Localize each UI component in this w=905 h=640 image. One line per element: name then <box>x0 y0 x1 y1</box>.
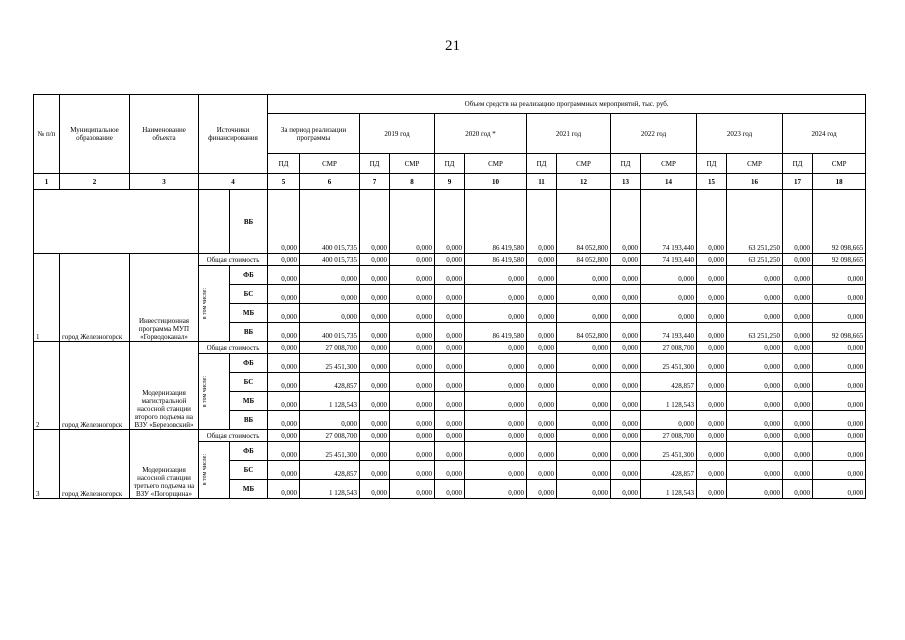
column-index: 12 <box>557 174 611 190</box>
source-label: БС <box>230 285 268 304</box>
value-cell: 0,000 <box>527 392 557 411</box>
value-cell: 0,000 <box>611 411 641 430</box>
value-cell: 0,000 <box>697 480 727 499</box>
value-cell: 1 128,543 <box>641 480 697 499</box>
value-cell: 0,000 <box>390 480 435 499</box>
value-cell: 0,000 <box>465 266 527 285</box>
value-cell: 0,000 <box>268 285 300 304</box>
value-cell: 0,000 <box>813 285 866 304</box>
smr-header: СМР <box>641 154 697 174</box>
value-cell: 0,000 <box>360 430 390 442</box>
value-cell: 0,000 <box>435 304 465 323</box>
value-cell: 0,000 <box>697 373 727 392</box>
value-cell: 0,000 <box>641 285 697 304</box>
source-label: ФБ <box>230 442 268 461</box>
value-cell: 0,000 <box>611 461 641 480</box>
value-cell: 0,000 <box>557 442 611 461</box>
value-cell: 74 193,440 <box>641 254 697 266</box>
value-cell: 0,000 <box>557 266 611 285</box>
col-funds-header: Объем средств на реализацию программных мероприятий, тыс. руб. <box>268 95 866 114</box>
value-cell: 1 128,543 <box>300 480 360 499</box>
value-cell: 0,000 <box>813 373 866 392</box>
value-cell: 0,000 <box>300 266 360 285</box>
column-index: 13 <box>611 174 641 190</box>
value-cell: 0,000 <box>527 323 557 342</box>
value-cell: 0,000 <box>813 342 866 354</box>
value-cell: 0,000 <box>300 285 360 304</box>
value-cell: 0,000 <box>697 323 727 342</box>
source-label: ФБ <box>230 354 268 373</box>
value-cell: 0,000 <box>390 461 435 480</box>
value-cell: 27 008,700 <box>300 342 360 354</box>
value-cell: 86 419,580 <box>465 323 527 342</box>
value-cell: 0,000 <box>697 342 727 354</box>
value-cell: 27 008,700 <box>641 342 697 354</box>
value-cell: 0,000 <box>360 480 390 499</box>
value-cell: 0,000 <box>527 480 557 499</box>
value-cell: 0,000 <box>611 392 641 411</box>
value-cell: 0,000 <box>360 373 390 392</box>
in-that-label-cell <box>199 442 230 499</box>
value-cell: 0,000 <box>435 285 465 304</box>
value-cell: 0,000 <box>611 373 641 392</box>
object-name: Инвестиционная программа МУП «Горводоканал» <box>130 254 199 342</box>
column-index: 15 <box>697 174 727 190</box>
value-cell: 0,000 <box>557 430 611 442</box>
value-cell: 84 052,800 <box>557 190 611 254</box>
value-cell: 0,000 <box>527 254 557 266</box>
value-cell: 0,000 <box>557 392 611 411</box>
value-cell: 0,000 <box>390 323 435 342</box>
pd-header: ПД <box>697 154 727 174</box>
row-number: 1 <box>34 254 60 342</box>
value-cell: 0,000 <box>813 392 866 411</box>
value-cell: 0,000 <box>465 442 527 461</box>
period-header: 2021 год <box>527 114 611 154</box>
smr-header: СМР <box>465 154 527 174</box>
source-label: ВБ <box>230 411 268 430</box>
value-cell: 0,000 <box>268 392 300 411</box>
smr-header: СМР <box>727 154 783 174</box>
value-cell: 0,000 <box>390 373 435 392</box>
row-number: 2 <box>34 342 60 430</box>
value-cell: 25 451,300 <box>641 442 697 461</box>
column-index: 2 <box>60 174 130 190</box>
value-cell: 1 128,543 <box>641 392 697 411</box>
smr-header: СМР <box>300 154 360 174</box>
value-cell: 0,000 <box>727 354 783 373</box>
value-cell: 84 052,800 <box>557 254 611 266</box>
value-cell: 0,000 <box>611 285 641 304</box>
value-cell: 0,000 <box>697 266 727 285</box>
value-cell: 0,000 <box>727 285 783 304</box>
value-cell: 0,000 <box>268 442 300 461</box>
value-cell: 0,000 <box>465 461 527 480</box>
value-cell: 0,000 <box>360 323 390 342</box>
total-cost-label: Общая стоимость <box>199 254 268 266</box>
value-cell: 0,000 <box>727 461 783 480</box>
pd-header: ПД <box>527 154 557 174</box>
value-cell: 0,000 <box>783 254 813 266</box>
value-cell: 0,000 <box>611 480 641 499</box>
period-header: 2023 год <box>697 114 783 154</box>
period-header: 2019 год <box>360 114 435 154</box>
value-cell: 63 251,250 <box>727 323 783 342</box>
value-cell: 92 098,665 <box>813 254 866 266</box>
column-index: 4 <box>199 174 268 190</box>
value-cell: 0,000 <box>360 442 390 461</box>
value-cell: 0,000 <box>783 411 813 430</box>
municipality-name: город Железногорск <box>60 342 130 430</box>
financing-table <box>33 94 866 499</box>
source-label: БС <box>230 461 268 480</box>
value-cell: 0,000 <box>813 480 866 499</box>
value-cell: 0,000 <box>268 190 300 254</box>
source-label: ФБ <box>230 266 268 285</box>
value-cell: 0,000 <box>435 342 465 354</box>
municipality-name: город Железногорск <box>60 430 130 499</box>
period-header: 2020 год * <box>435 114 527 154</box>
period-header: 2024 год <box>783 114 866 154</box>
value-cell: 0,000 <box>268 461 300 480</box>
source-label: БС <box>230 373 268 392</box>
value-cell: 0,000 <box>527 304 557 323</box>
value-cell: 0,000 <box>783 285 813 304</box>
value-cell: 92 098,665 <box>813 190 866 254</box>
value-cell: 0,000 <box>268 254 300 266</box>
page-number: 21 <box>445 38 460 54</box>
value-cell: 25 451,300 <box>300 354 360 373</box>
value-cell: 0,000 <box>390 392 435 411</box>
value-cell: 63 251,250 <box>727 254 783 266</box>
table-row <box>34 430 866 442</box>
value-cell: 0,000 <box>465 480 527 499</box>
value-cell: 0,000 <box>697 304 727 323</box>
value-cell: 0,000 <box>390 190 435 254</box>
total-cost-label: Общая стоимость <box>199 430 268 442</box>
value-cell: 0,000 <box>435 411 465 430</box>
value-cell: 0,000 <box>557 411 611 430</box>
value-cell: 0,000 <box>557 480 611 499</box>
value-cell: 0,000 <box>813 442 866 461</box>
value-cell: 0,000 <box>360 266 390 285</box>
value-cell: 428,857 <box>641 461 697 480</box>
value-cell: 0,000 <box>697 392 727 411</box>
value-cell: 0,000 <box>360 190 390 254</box>
value-cell: 0,000 <box>697 190 727 254</box>
value-cell: 0,000 <box>527 190 557 254</box>
value-cell: 0,000 <box>390 254 435 266</box>
value-cell: 0,000 <box>360 354 390 373</box>
value-cell: 0,000 <box>435 461 465 480</box>
value-cell: 0,000 <box>783 323 813 342</box>
value-cell: 0,000 <box>465 392 527 411</box>
value-cell: 0,000 <box>697 461 727 480</box>
value-cell: 0,000 <box>641 304 697 323</box>
value-cell: 0,000 <box>527 430 557 442</box>
value-cell: 0,000 <box>527 442 557 461</box>
value-cell: 86 419,580 <box>465 254 527 266</box>
source-label: ВБ <box>230 323 268 342</box>
value-cell: 0,000 <box>813 411 866 430</box>
value-cell: 0,000 <box>557 373 611 392</box>
value-cell: 0,000 <box>557 342 611 354</box>
value-cell: 0,000 <box>611 304 641 323</box>
value-cell: 0,000 <box>390 304 435 323</box>
column-index: 1 <box>34 174 60 190</box>
empty-cell <box>34 190 199 254</box>
value-cell: 0,000 <box>783 190 813 254</box>
value-cell: 0,000 <box>727 373 783 392</box>
value-cell: 0,000 <box>465 354 527 373</box>
value-cell: 0,000 <box>435 190 465 254</box>
value-cell: 0,000 <box>611 266 641 285</box>
col-municipality-header: Муниципальное образование <box>60 95 130 174</box>
value-cell: 0,000 <box>697 285 727 304</box>
value-cell: 0,000 <box>435 254 465 266</box>
value-cell: 0,000 <box>360 392 390 411</box>
smr-header: СМР <box>390 154 435 174</box>
value-cell: 0,000 <box>527 266 557 285</box>
value-cell: 63 251,250 <box>727 190 783 254</box>
pd-header: ПД <box>268 154 300 174</box>
value-cell: 400 015,735 <box>300 323 360 342</box>
value-cell: 27 008,700 <box>641 430 697 442</box>
value-cell: 0,000 <box>727 430 783 442</box>
table-row <box>34 342 866 354</box>
value-cell: 0,000 <box>527 342 557 354</box>
source-label: МБ <box>230 304 268 323</box>
value-cell: 0,000 <box>557 285 611 304</box>
empty-cell <box>199 190 230 254</box>
value-cell: 0,000 <box>727 442 783 461</box>
value-cell: 74 193,440 <box>641 323 697 342</box>
row-number: 3 <box>34 430 60 499</box>
value-cell: 428,857 <box>300 461 360 480</box>
value-cell: 0,000 <box>390 411 435 430</box>
value-cell: 0,000 <box>435 392 465 411</box>
value-cell: 0,000 <box>783 461 813 480</box>
value-cell: 0,000 <box>268 373 300 392</box>
column-index: 8 <box>390 174 435 190</box>
value-cell: 0,000 <box>390 354 435 373</box>
value-cell: 0,000 <box>697 430 727 442</box>
value-cell: 0,000 <box>465 373 527 392</box>
source-label: МБ <box>230 392 268 411</box>
municipality-name: город Железногорск <box>60 254 130 342</box>
value-cell: 0,000 <box>360 342 390 354</box>
value-cell: 400 015,735 <box>300 254 360 266</box>
value-cell: 0,000 <box>360 304 390 323</box>
value-cell: 0,000 <box>611 342 641 354</box>
value-cell: 0,000 <box>557 354 611 373</box>
value-cell: 0,000 <box>465 342 527 354</box>
value-cell: 0,000 <box>268 480 300 499</box>
value-cell: 0,000 <box>527 354 557 373</box>
column-index: 11 <box>527 174 557 190</box>
value-cell: 0,000 <box>727 266 783 285</box>
value-cell: 0,000 <box>390 342 435 354</box>
value-cell: 0,000 <box>727 411 783 430</box>
value-cell: 0,000 <box>697 354 727 373</box>
column-index: 14 <box>641 174 697 190</box>
value-cell: 0,000 <box>390 430 435 442</box>
value-cell: 0,000 <box>268 430 300 442</box>
value-cell: 0,000 <box>557 304 611 323</box>
in-that-label-cell <box>199 354 230 430</box>
value-cell: 0,000 <box>697 411 727 430</box>
value-cell: 25 451,300 <box>300 442 360 461</box>
column-index: 7 <box>360 174 390 190</box>
value-cell: 0,000 <box>465 285 527 304</box>
value-cell: 0,000 <box>697 254 727 266</box>
value-cell: 0,000 <box>268 304 300 323</box>
value-cell: 0,000 <box>268 342 300 354</box>
value-cell: 0,000 <box>611 190 641 254</box>
value-cell: 0,000 <box>390 266 435 285</box>
value-cell: 0,000 <box>390 285 435 304</box>
value-cell: 0,000 <box>360 461 390 480</box>
value-cell: 0,000 <box>611 354 641 373</box>
value-cell: 0,000 <box>611 442 641 461</box>
value-cell: 0,000 <box>611 323 641 342</box>
value-cell: 0,000 <box>360 411 390 430</box>
value-cell: 0,000 <box>727 342 783 354</box>
value-cell: 0,000 <box>641 266 697 285</box>
column-index: 6 <box>300 174 360 190</box>
value-cell: 0,000 <box>813 461 866 480</box>
in-that-label: в том числе: <box>202 375 208 408</box>
value-cell: 25 451,300 <box>641 354 697 373</box>
value-cell: 0,000 <box>783 304 813 323</box>
value-cell: 86 419,580 <box>465 190 527 254</box>
value-cell: 400 015,735 <box>300 190 360 254</box>
value-cell: 0,000 <box>435 354 465 373</box>
column-index: 18 <box>813 174 866 190</box>
value-cell: 0,000 <box>557 461 611 480</box>
object-name: Модернизация насосной станции третьего подъема на ВЗУ «Погорщина» <box>130 430 199 499</box>
value-cell: 0,000 <box>527 411 557 430</box>
value-cell: 0,000 <box>641 411 697 430</box>
value-cell: 0,000 <box>783 354 813 373</box>
value-cell: 0,000 <box>268 323 300 342</box>
value-cell: 0,000 <box>783 480 813 499</box>
value-cell: 27 008,700 <box>300 430 360 442</box>
value-cell: 1 128,543 <box>300 392 360 411</box>
value-cell: 0,000 <box>268 266 300 285</box>
value-cell: 0,000 <box>813 430 866 442</box>
value-cell: 0,000 <box>783 392 813 411</box>
value-cell: 0,000 <box>527 373 557 392</box>
value-cell: 0,000 <box>611 430 641 442</box>
col-num-header: № п/п <box>34 95 60 174</box>
value-cell: 0,000 <box>527 285 557 304</box>
value-cell: 0,000 <box>813 266 866 285</box>
value-cell: 0,000 <box>465 304 527 323</box>
value-cell: 0,000 <box>390 442 435 461</box>
in-that-label: в том числе: <box>202 454 208 486</box>
value-cell: 0,000 <box>611 254 641 266</box>
value-cell: 0,000 <box>783 342 813 354</box>
value-cell: 0,000 <box>268 354 300 373</box>
value-cell: 0,000 <box>813 354 866 373</box>
total-cost-label: Общая стоимость <box>199 342 268 354</box>
column-index: 5 <box>268 174 300 190</box>
column-index: 3 <box>130 174 199 190</box>
value-cell: 84 052,800 <box>557 323 611 342</box>
value-cell: 0,000 <box>435 266 465 285</box>
column-index: 16 <box>727 174 783 190</box>
value-cell: 92 098,665 <box>813 323 866 342</box>
pd-header: ПД <box>360 154 390 174</box>
value-cell: 0,000 <box>697 442 727 461</box>
column-index: 9 <box>435 174 465 190</box>
value-cell: 0,000 <box>435 373 465 392</box>
value-cell: 0,000 <box>435 430 465 442</box>
value-cell: 428,857 <box>641 373 697 392</box>
value-cell: 0,000 <box>465 430 527 442</box>
value-cell: 0,000 <box>300 411 360 430</box>
in-that-label-cell <box>199 266 230 342</box>
value-cell: 0,000 <box>783 430 813 442</box>
value-cell: 0,000 <box>813 304 866 323</box>
value-cell: 0,000 <box>727 304 783 323</box>
pd-header: ПД <box>783 154 813 174</box>
value-cell: 0,000 <box>300 304 360 323</box>
period-header: За период реализации программы <box>268 114 360 154</box>
col-object-header: Наименование объекта <box>130 95 199 174</box>
value-cell: 0,000 <box>727 480 783 499</box>
value-cell: 0,000 <box>360 285 390 304</box>
col-sources-header: Источники финансирования <box>199 95 268 174</box>
source-label: МБ <box>230 480 268 499</box>
pd-header: ПД <box>611 154 641 174</box>
smr-header: СМР <box>813 154 866 174</box>
source-label: ВБ <box>230 190 268 254</box>
value-cell: 0,000 <box>465 411 527 430</box>
value-cell: 74 193,440 <box>641 190 697 254</box>
value-cell: 0,000 <box>727 392 783 411</box>
table-row <box>34 254 866 266</box>
value-cell: 0,000 <box>435 480 465 499</box>
in-that-label: в том числе: <box>202 287 208 320</box>
pd-header: ПД <box>435 154 465 174</box>
value-cell: 0,000 <box>435 442 465 461</box>
value-cell: 0,000 <box>268 411 300 430</box>
column-index: 17 <box>783 174 813 190</box>
value-cell: 0,000 <box>783 442 813 461</box>
smr-header: СМР <box>557 154 611 174</box>
object-name: Модернизация магистральной насосной станции второго подъема на ВЗУ «Березовский» <box>130 342 199 430</box>
value-cell: 428,857 <box>300 373 360 392</box>
column-index: 10 <box>465 174 527 190</box>
value-cell: 0,000 <box>527 461 557 480</box>
value-cell: 0,000 <box>360 254 390 266</box>
period-header: 2022 год <box>611 114 697 154</box>
value-cell: 0,000 <box>435 323 465 342</box>
value-cell: 0,000 <box>783 373 813 392</box>
value-cell: 0,000 <box>783 266 813 285</box>
